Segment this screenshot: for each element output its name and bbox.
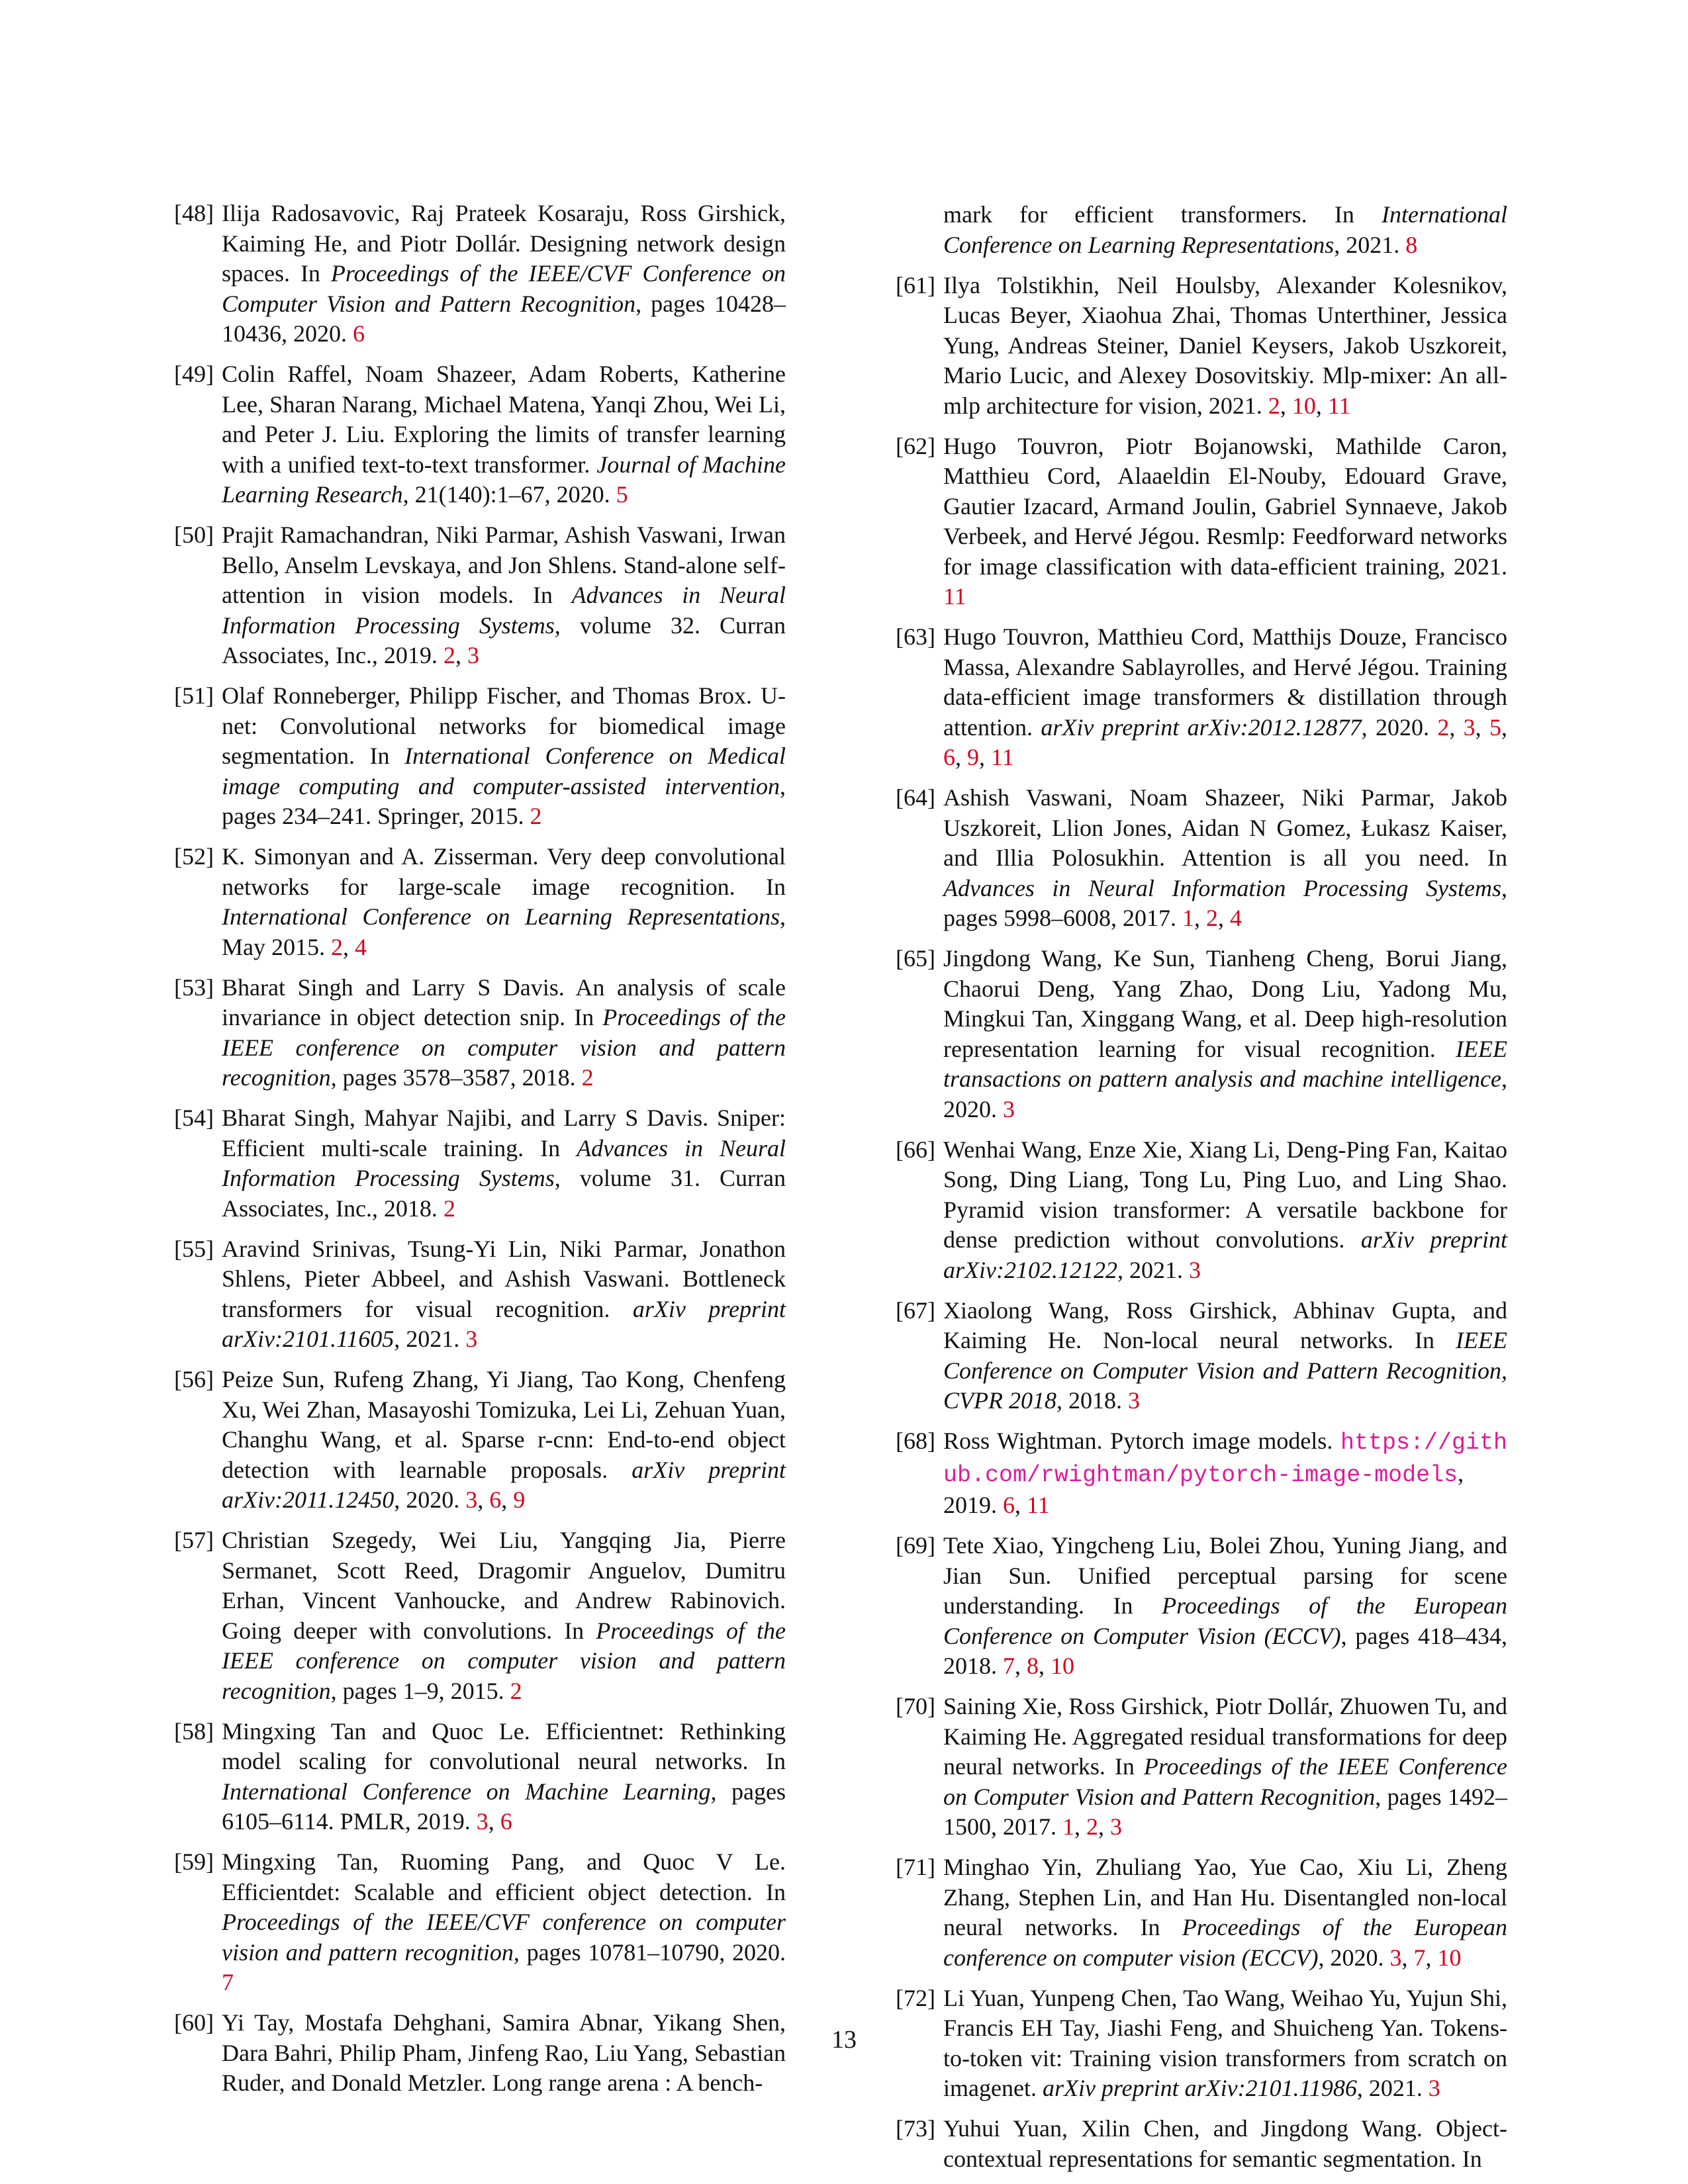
reference-text: Hugo Touvron, Matthieu Cord, Matthijs Douze, Francisco Massa, Alexandre Sablayrolles, and Hervé Jégou. Training data-efficient image transformers & distillation through attention. xyxy=(943,623,1507,741)
reference-number: [59] xyxy=(174,1848,214,1875)
url-link[interactable]: https://github.com/rwightman/pytorch-image-models xyxy=(943,1430,1507,1488)
reference-text: Tete Xiao, Yingcheng Liu, Bolei Zhou, Yuning Jiang, and Jian Sun. Unified perceptual parsing for scene understanding. In xyxy=(943,1532,1507,1619)
reference-text: Ilija Radosavovic, Raj Prateek Kosaraju, Ross Girshick, Kaiming He, and Piotr Dollár. Designing network design spaces. In xyxy=(222,200,786,287)
back-reference-link[interactable]: 6 xyxy=(500,1808,512,1835)
reference-text: , xyxy=(1194,905,1206,931)
reference-venue: International Conference on Learning Representations xyxy=(943,201,1507,258)
back-reference-link[interactable]: 6 xyxy=(943,744,955,770)
reference-text: , xyxy=(1401,1944,1414,1971)
reference-text: , xyxy=(1280,392,1292,419)
reference-venue: International Conference on Machine Learning xyxy=(222,1778,711,1805)
reference-entry xyxy=(175,520,786,671)
reference-text: , xyxy=(343,933,355,960)
reference-venue: Proceedings of the IEEE/CVF Conference on Computer Vision and Pattern Recognition xyxy=(222,260,786,317)
back-reference-link[interactable]: 2 xyxy=(1268,392,1280,419)
reference-number: [73] xyxy=(896,2115,935,2142)
reference-text: , pages 5998–6008, 2017. xyxy=(943,874,1507,931)
reference-number: [63] xyxy=(896,623,935,650)
back-reference-link[interactable]: 3 xyxy=(1463,713,1476,741)
reference-text: , xyxy=(1475,713,1489,741)
reference-text: , xyxy=(455,642,467,668)
reference-text: , pages 234–241. Springer, 2015. xyxy=(222,772,786,829)
back-reference-link[interactable]: 3 xyxy=(467,642,479,668)
reference-entry xyxy=(897,271,1507,422)
reference-venue: arXiv preprint arXiv:2102.12122 xyxy=(943,1226,1507,1283)
reference-text: , xyxy=(1315,392,1328,419)
reference-text: , pages 3578–3587, 2018. xyxy=(330,1064,582,1091)
reference-text: Minghao Yin, Zhuliang Yao, Yue Cao, Xiu Li, Zheng Zhang, Stephen Lin, and Han Hu. Disentangled non-local neural networks. In xyxy=(943,1854,1507,1940)
reference-text: , xyxy=(501,1486,514,1513)
reference-text: , xyxy=(1098,1813,1110,1840)
reference-text: Bharat Singh and Larry S Davis. An analysis of scale invariance in object detection snip. In xyxy=(222,974,786,1030)
reference-venue: Advances in Neural Information Processing Systems xyxy=(222,582,786,639)
back-reference-link[interactable]: 6 xyxy=(353,320,365,347)
reference-number: [70] xyxy=(896,1693,935,1719)
reference-text: Ashish Vaswani, Noam Shazeer, Niki Parmar, Jakob Uszkoreit, Llion Jones, Aidan N Gomez, Łukasz Kaiser, and Illia Polosukhin. Attention is all you need. In xyxy=(943,784,1507,871)
reference-text: , 2021. xyxy=(1356,2075,1429,2101)
reference-text: Ilya Tolstikhin, Neil Houlsby, Alexander Kolesnikov, Lucas Beyer, Xiaohua Zhai, Thomas Unterthiner, Jessica Yung, Andreas Steiner, Daniel Keysers, Jakob Uszkoreit, Mario Lucic, and Alexey Dosovitskiy. Mlp-mixer: An all-mlp architecture for vision, 2021. xyxy=(943,271,1507,419)
reference-number: [72] xyxy=(896,1984,935,2011)
reference-number: [58] xyxy=(174,1717,214,1745)
back-reference-link[interactable]: 2 xyxy=(1205,905,1218,931)
reference-venue: arXiv preprint arXiv:2012.12877 xyxy=(1041,713,1362,741)
reference-text: , xyxy=(1501,713,1507,741)
reference-text: Yi Tay, Mostafa Dehghani, Samira Abnar, Yikang Shen, Dara Bahri, Philip Pham, Jinfeng Rao, Liu Yang, Sebastian Ruder, and Donald Metzler. Long range arena : A bench- xyxy=(222,2009,786,2096)
back-reference-link[interactable]: 10 xyxy=(1291,392,1316,419)
reference-text: , volume 32. Curran Associates, Inc., 2019. xyxy=(222,612,786,668)
reference-text: Wenhai Wang, Enze Xie, Xiang Li, Deng-Ping Fan, Kaitao Song, Ding Liang, Tong Lu, Ping Luo, and Ling Shao. Pyramid vision transformer: A versatile backbone for dense prediction without convolutions. xyxy=(943,1136,1507,1253)
reference-text: , May 2015. xyxy=(222,903,786,960)
reference-continuation xyxy=(897,200,1507,260)
reference-entry xyxy=(175,199,786,349)
reference-entry xyxy=(175,1847,786,1998)
reference-entry xyxy=(175,1365,786,1516)
reference-number: [57] xyxy=(174,1527,214,1553)
reference-text: , pages 1492–1500, 2017. xyxy=(943,1783,1507,1840)
reference-text: , xyxy=(979,744,991,770)
reference-text: Christian Szegedy, Wei Liu, Yangqing Jia, Pierre Sermanet, Scott Reed, Dragomir Anguelov, Dumitru Erhan, Vincent Vanhoucke, and Andrew Rabinovich. Going deeper with convolutions. In xyxy=(222,1527,786,1644)
reference-number: [68] xyxy=(896,1428,935,1454)
reference-text: , 2018. xyxy=(1056,1387,1128,1414)
reference-text: , pages 10781–10790, 2020. xyxy=(513,1938,786,1966)
reference-text: Bharat Singh, Mahyar Najibi, and Larry S Davis. Sniper: Efficient multi-scale training. In xyxy=(222,1105,786,1161)
reference-entry xyxy=(175,1103,786,1224)
back-reference-link[interactable]: 2 xyxy=(331,933,343,960)
reference-entry xyxy=(175,1525,786,1706)
reference-entry xyxy=(897,2114,1507,2174)
back-reference-link[interactable]: 4 xyxy=(355,933,367,960)
reference-venue: arXiv preprint arXiv:2011.12450 xyxy=(222,1456,786,1513)
references-left-column xyxy=(175,199,786,2109)
reference-venue: Proceedings of the European Conference on Computer Vision (ECCV) xyxy=(943,1592,1507,1649)
back-reference-link[interactable]: 3 xyxy=(1188,1256,1201,1283)
reference-text: , xyxy=(1039,1653,1051,1679)
back-reference-link[interactable]: 7 xyxy=(1413,1944,1426,1971)
reference-venue: Journal of Machine Learning Research xyxy=(222,451,786,508)
back-reference-link[interactable]: 2 xyxy=(443,1195,455,1222)
back-reference-link[interactable]: 11 xyxy=(991,744,1014,770)
reference-text: Aravind Srinivas, Tsung-Yi Lin, Niki Parmar, Jonathon Shlens, Pieter Abbeel, and Ashish Vaswani. Bottleneck transformers for visual recognition. xyxy=(222,1235,786,1322)
back-reference-link[interactable]: 3 xyxy=(1389,1944,1402,1971)
reference-text: , 2019. xyxy=(943,1459,1464,1518)
reference-entry xyxy=(175,1234,786,1355)
reference-number: [53] xyxy=(174,974,214,1001)
back-reference-link[interactable]: 6 xyxy=(1003,1492,1015,1518)
reference-text: , 2021. xyxy=(394,1326,466,1352)
back-reference-link[interactable]: 4 xyxy=(1229,905,1242,931)
reference-venue: arXiv preprint arXiv:2101.11986 xyxy=(1042,2075,1357,2101)
reference-number: [64] xyxy=(896,784,935,811)
reference-text: Jingdong Wang, Ke Sun, Tianheng Cheng, Borui Jiang, Chaorui Deng, Yang Zhao, Dong Liu, Yadong Mu, Mingkui Tan, Xinggang Wang, et al. Deep high-resolution representation learning for visual recognition. xyxy=(943,945,1507,1062)
reference-entry xyxy=(175,973,786,1093)
back-reference-link[interactable]: 8 xyxy=(1405,231,1418,258)
references-right-column xyxy=(897,200,1507,2184)
reference-venue: Proceedings of the IEEE conference on computer vision and pattern recognition xyxy=(222,1004,786,1091)
back-reference-link[interactable]: 3 xyxy=(1428,2075,1440,2101)
reference-text: , pages 10428–10436, 2020. xyxy=(222,290,786,347)
reference-text: , xyxy=(1015,1653,1027,1679)
back-reference-link[interactable]: 6 xyxy=(489,1486,502,1513)
reference-venue: Proceedings of the European conference on computer vision (ECCV) xyxy=(943,1914,1507,1971)
reference-number: [67] xyxy=(896,1297,935,1324)
back-reference-link[interactable]: 3 xyxy=(465,1486,478,1513)
back-reference-link[interactable]: 11 xyxy=(943,583,966,610)
reference-entry xyxy=(175,842,786,962)
reference-number: [61] xyxy=(896,271,935,298)
back-reference-link[interactable]: 8 xyxy=(1027,1653,1039,1679)
reference-text: , xyxy=(1015,1492,1027,1518)
reference-text: , xyxy=(1217,905,1230,931)
reference-venue: International Conference on Medical image computing and computer-assisted intervention xyxy=(222,743,786,799)
reference-number: [52] xyxy=(174,843,214,870)
back-reference-link[interactable]: 1 xyxy=(1062,1813,1074,1840)
reference-venue: IEEE Conference on Computer Vision and Pattern Recognition, CVPR 2018 xyxy=(943,1327,1507,1414)
back-reference-link[interactable]: 5 xyxy=(1489,713,1501,741)
back-reference-link[interactable]: 10 xyxy=(1051,1653,1074,1679)
reference-text: Xiaolong Wang, Ross Girshick, Abhinav Gupta, and Kaiming He. Non-local neural networks. In xyxy=(943,1297,1507,1353)
reference-text: , xyxy=(955,744,967,770)
reference-text: Peize Sun, Rufeng Zhang, Yi Jiang, Tao Kong, Chenfeng Xu, Wei Zhan, Masayoshi Tomizuka, Lei Li, Zehuan Yuan, Changhu Wang, et al. Sparse r-cnn: End-to-end object detection with learnable proposals. xyxy=(222,1366,786,1483)
reference-text: Mingxing Tan, Ruoming Pang, and Quoc V Le. Efficientdet: Scalable and efficient object detection. In xyxy=(222,1848,786,1905)
reference-venue: Advances in Neural Information Processing Systems xyxy=(943,874,1501,901)
reference-text: , xyxy=(1449,713,1464,741)
reference-text: , 2021. xyxy=(1117,1256,1189,1283)
reference-number: [60] xyxy=(174,2009,214,2036)
reference-text: , pages 6105–6114. PMLR, 2019. xyxy=(222,1778,786,1835)
reference-number: [49] xyxy=(174,361,214,387)
back-reference-link[interactable]: 7 xyxy=(1003,1653,1015,1679)
reference-venue: Proceedings of the IEEE/CVF conference on computer vision and pattern recognition xyxy=(222,1909,786,1966)
reference-venue: Proceedings of the IEEE Conference on Computer Vision and Pattern Recognition xyxy=(943,1753,1508,1810)
reference-entry xyxy=(175,1717,786,1837)
reference-text: , xyxy=(1074,1813,1086,1840)
reference-entry xyxy=(175,681,786,832)
reference-entry xyxy=(897,432,1507,612)
back-reference-link[interactable]: 3 xyxy=(1003,1095,1015,1122)
reference-number: [51] xyxy=(174,682,214,709)
reference-entry xyxy=(897,1426,1507,1521)
reference-text: , pages 1–9, 2015. xyxy=(330,1677,510,1704)
back-reference-link[interactable]: 3 xyxy=(476,1808,489,1835)
reference-text: Olaf Ronneberger, Philipp Fischer, and Thomas Brox. U-net: Convolutional networks for biomedical image segmentation. In xyxy=(222,682,786,769)
reference-venue: arXiv preprint arXiv:2101.11605 xyxy=(222,1295,786,1352)
reference-number: [50] xyxy=(174,522,214,548)
reference-text: , 2020. xyxy=(394,1486,466,1513)
reference-text: Yuhui Yuan, Xilin Chen, and Jingdong Wang. Object-contextual representations for semantic segmentation. In xyxy=(943,2115,1507,2172)
reference-text: , xyxy=(488,1808,500,1835)
reference-entry xyxy=(897,1692,1507,1843)
back-reference-link[interactable]: 2 xyxy=(510,1677,522,1704)
back-reference-link[interactable]: 11 xyxy=(1027,1492,1050,1518)
reference-number: [54] xyxy=(174,1105,214,1131)
reference-text: , pages 418–434, 2018. xyxy=(943,1622,1507,1679)
reference-entry xyxy=(175,359,786,510)
reference-venue: Advances in Neural Information Processing Systems xyxy=(222,1134,786,1191)
back-reference-link[interactable]: 3 xyxy=(1110,1813,1122,1840)
reference-entry xyxy=(897,783,1507,934)
back-reference-link[interactable]: 9 xyxy=(513,1486,526,1513)
reference-text: , 2020. xyxy=(943,1066,1507,1122)
reference-text: Li Yuan, Yunpeng Chen, Tao Wang, Weihao Yu, Yujun Shi, Francis EH Tay, Jiashi Feng, and Shuicheng Yan. Tokens-to-token vit: Training vision transformers from scratch on imagenet. xyxy=(943,1984,1507,2101)
reference-venue: Proceedings of the IEEE conference on computer vision and pattern recognition xyxy=(222,1617,786,1704)
back-reference-link[interactable]: 1 xyxy=(1182,905,1194,931)
reference-entry xyxy=(897,622,1507,773)
reference-text: K. Simonyan and A. Zisserman. Very deep convolutional networks for large-scale image recognition. In xyxy=(222,843,786,900)
back-reference-link[interactable]: 9 xyxy=(967,744,979,770)
reference-number: [69] xyxy=(896,1532,935,1559)
reference-number: [55] xyxy=(174,1235,214,1262)
reference-text: Prajit Ramachandran, Niki Parmar, Ashish Vaswani, Irwan Bello, Anselm Levskaya, and Jon Shlens. Stand-alone self-attention in vision models. In xyxy=(222,522,786,608)
page-number: 13 xyxy=(831,2026,857,2054)
reference-entry xyxy=(897,1531,1507,1682)
reference-number: [56] xyxy=(174,1366,214,1392)
back-reference-link[interactable]: 2 xyxy=(443,642,455,668)
reference-text: mark for efficient transformers. In xyxy=(943,201,1382,228)
back-reference-link[interactable]: 2 xyxy=(581,1064,594,1091)
back-reference-link[interactable]: 5 xyxy=(616,481,628,508)
reference-text: , 21(140):1–67, 2020. xyxy=(402,481,616,508)
reference-text: Saining Xie, Ross Girshick, Piotr Dollár, Zhuowen Tu, and Kaiming He. Aggregated residual transformations for deep neural networks. In xyxy=(943,1693,1507,1780)
reference-number: [62] xyxy=(896,432,935,459)
back-reference-link[interactable]: 10 xyxy=(1437,1944,1462,1971)
back-reference-link[interactable]: 11 xyxy=(1327,392,1351,419)
reference-entry xyxy=(897,1296,1507,1416)
reference-text: Ross Wightman. Pytorch image models. xyxy=(943,1428,1340,1454)
reference-text: , xyxy=(1425,1944,1438,1971)
back-reference-link[interactable]: 2 xyxy=(1437,713,1450,741)
back-reference-link[interactable]: 7 xyxy=(222,1969,234,1995)
reference-number: [65] xyxy=(896,945,935,972)
reference-number: [71] xyxy=(896,1854,935,1880)
reference-text: Colin Raffel, Noam Shazeer, Adam Roberts, Katherine Lee, Sharan Narang, Michael Matena, Yanqi Zhou, Wei Li, and Peter J. Liu. Exploring the limits of transfer learning with a unified text-to-text transformer. xyxy=(222,361,786,478)
reference-text: , 2020. xyxy=(1361,713,1438,741)
reference-entry xyxy=(897,1852,1507,1973)
reference-text: , 2020. xyxy=(1318,1944,1390,1971)
reference-text: Mingxing Tan and Quoc Le. Efficientnet: Rethinking model scaling for convolutional neural networks. In xyxy=(222,1717,786,1774)
reference-text: Hugo Touvron, Piotr Bojanowski, Mathilde Caron, Matthieu Cord, Alaaeldin El-Nouby, Edouard Grave, Gautier Izacard, Armand Joulin, Gabriel Synnaeve, Jakob Verbeek, and Hervé Jégou. Resmlp: Feedforward networks for image classification with data-efficient training, 2021. xyxy=(943,432,1507,580)
back-reference-link[interactable]: 2 xyxy=(530,803,542,829)
reference-text: , xyxy=(477,1486,490,1513)
reference-text: , 2021. xyxy=(1334,231,1406,258)
reference-entry xyxy=(897,944,1507,1124)
reference-text: , volume 31. Curran Associates, Inc., 2018. xyxy=(222,1165,786,1222)
reference-entry xyxy=(897,1135,1507,1286)
back-reference-link[interactable]: 3 xyxy=(1127,1387,1140,1414)
reference-venue: International Conference on Learning Representations xyxy=(222,903,780,930)
back-reference-link[interactable]: 3 xyxy=(465,1326,478,1352)
reference-number: [66] xyxy=(896,1136,935,1163)
reference-number: [48] xyxy=(174,200,214,226)
back-reference-link[interactable]: 2 xyxy=(1086,1813,1098,1840)
reference-venue: IEEE transactions on pattern analysis and machine intelligence xyxy=(943,1035,1507,1092)
